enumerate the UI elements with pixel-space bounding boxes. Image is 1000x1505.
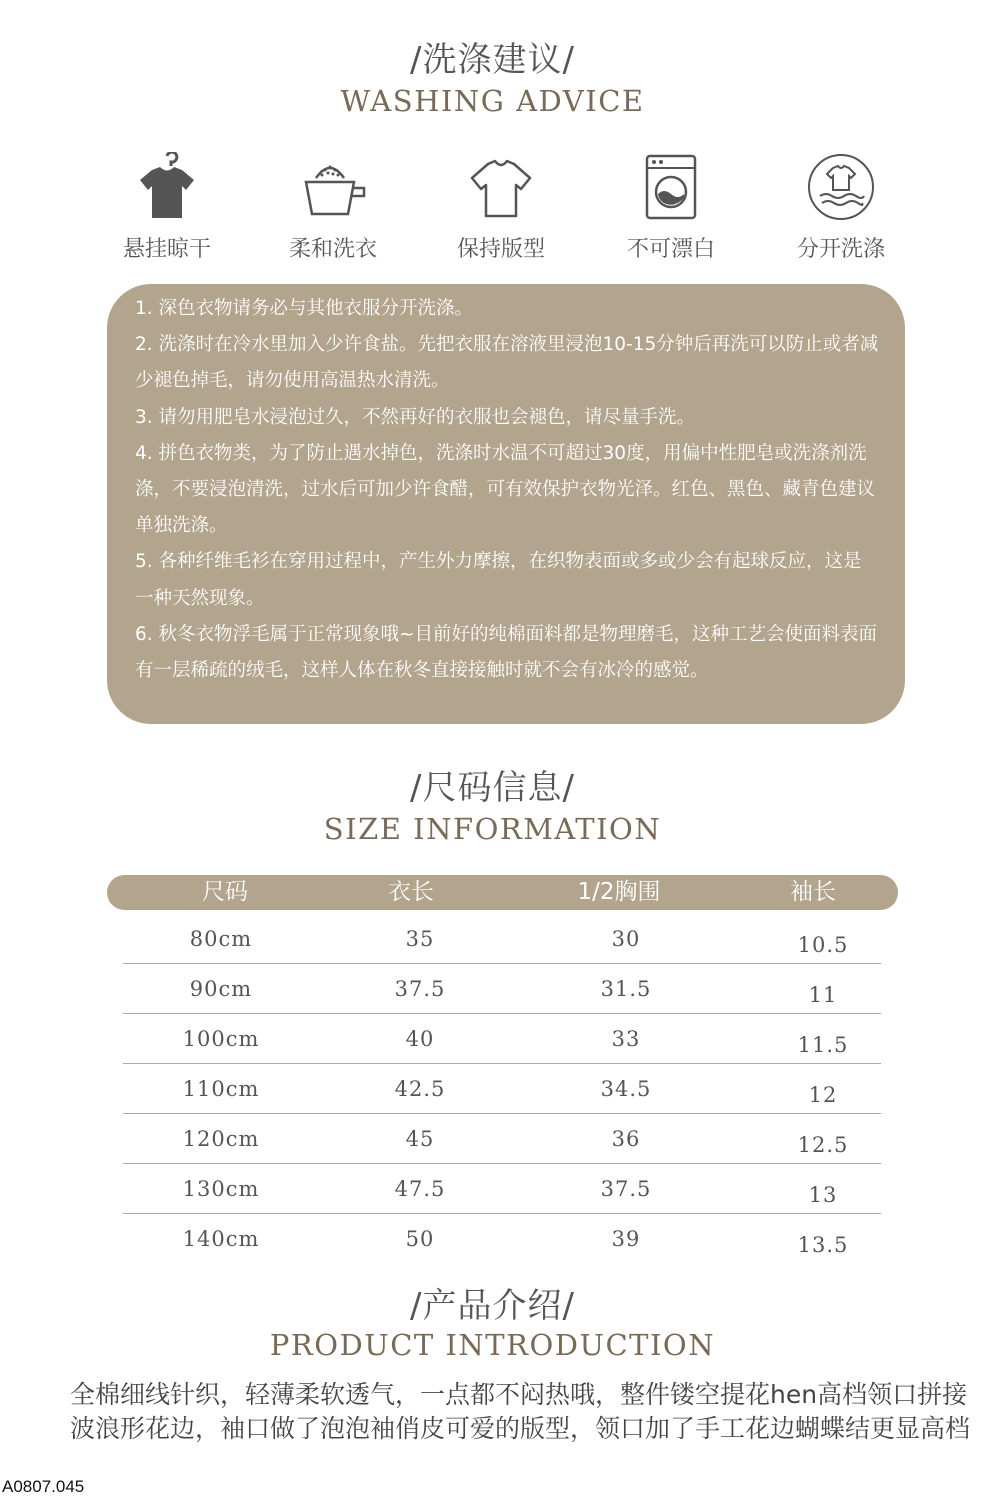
cell-size: 140cm [182, 1227, 260, 1251]
table-row [123, 1014, 881, 1064]
cell-sleeve: 11.5 [797, 1033, 849, 1057]
cell-half-chest: 34.5 [600, 1077, 652, 1101]
shirt-outline-icon [466, 152, 536, 222]
advice-item: 6. 秋冬衣物浮毛属于正常现象哦~目前好的纯棉面料都是物理磨毛，这种工艺会使面料表面有一层稀疏的绒毛，这样人体在秋冬直接接触时就不会有冰冷的感觉。 [135, 623, 878, 682]
care-item-keep-shape [416, 152, 586, 263]
cell-half-chest: 33 [611, 1027, 641, 1051]
care-item-gentle-wash [248, 152, 418, 263]
advice-item: 3. 请勿用肥皂水浸泡过久，不然再好的衣服也会褪色，请尽量手洗。 [135, 406, 696, 428]
table-row [123, 1114, 881, 1164]
care-item-separate-wash [756, 152, 926, 263]
advice-item: 5. 各种纤维毛衫在穿用过程中，产生外力摩擦，在织物表面或多或少会有起球反应，这是一种天然现象。 [135, 551, 862, 609]
product-title-cn: /产品介绍/ [410, 1286, 575, 1326]
cell-half-chest: 39 [611, 1227, 641, 1251]
advice-item: 2. 洗涤时在冷水里加入少许食盐。先把衣服在溶液里浸泡10-15分钟后再洗可以防止或者减少褪色掉毛，请勿使用高温热水清洗。 [135, 334, 879, 392]
table-row [123, 1164, 881, 1214]
size-title-cn: /尺码信息/ [410, 768, 575, 808]
cell-size: 120cm [182, 1127, 260, 1151]
cell-sleeve: 11 [808, 983, 838, 1007]
cell-half-chest: 31.5 [600, 977, 652, 1001]
washing-title-en: WASHING ADVICE [340, 84, 645, 118]
cell-sleeve: 13.5 [797, 1233, 849, 1257]
care-label: 悬挂晾干 [122, 237, 211, 262]
header-length: 衣长 [388, 879, 434, 905]
header-size: 尺码 [202, 879, 248, 905]
cell-length: 37.5 [394, 977, 446, 1001]
cell-size: 80cm [189, 927, 253, 951]
advice-item: 1. 深色衣物请务必与其他衣服分开洗涤。 [135, 298, 474, 319]
care-item-no-bleach [586, 152, 756, 263]
cell-half-chest: 36 [611, 1127, 641, 1151]
cell-sleeve: 10.5 [797, 933, 849, 957]
size-title-en: SIZE INFORMATION [323, 812, 662, 846]
hanging-shirt-icon [132, 152, 202, 222]
cell-half-chest: 37.5 [600, 1177, 652, 1201]
header-sleeve: 袖长 [790, 879, 836, 905]
care-label: 分开洗涤 [796, 237, 885, 262]
cell-length: 40 [405, 1027, 435, 1051]
cell-size: 130cm [182, 1177, 260, 1201]
table-row [123, 964, 881, 1014]
product-code: A0807.045 [2, 1477, 85, 1496]
cell-sleeve: 12 [808, 1083, 838, 1107]
cell-size: 100cm [182, 1027, 260, 1051]
gentle-wash-icon [298, 152, 368, 222]
cell-length: 50 [405, 1227, 435, 1251]
washing-title-cn: /洗涤建议/ [410, 40, 575, 80]
care-label: 柔和洗衣 [288, 237, 377, 262]
cell-sleeve: 12.5 [797, 1133, 849, 1157]
cell-size: 110cm [182, 1077, 260, 1101]
product-description: 全棉细线针织，轻薄柔软透气，一点都不闷热哦，整件镂空提花hen高档领口拼接波浪形花边，袖口做了泡泡袖俏皮可爱的版型，领口加了手工花边蝴蝶结更显高档 [70, 1380, 971, 1443]
cell-length: 47.5 [394, 1177, 446, 1201]
product-title-en: PRODUCT INTRODUCTION [269, 1328, 716, 1362]
cell-length: 45 [405, 1127, 435, 1151]
cell-length: 42.5 [394, 1077, 446, 1101]
table-row [123, 1064, 881, 1114]
care-label: 保持版型 [456, 237, 545, 262]
cell-length: 35 [405, 927, 435, 951]
table-row [123, 914, 881, 964]
separate-wash-icon [806, 152, 876, 222]
table-row [123, 1214, 881, 1264]
advice-item: 4. 拼色衣物类，为了防止遇水掉色，洗涤时水温不可超过30度，用偏中性肥皂或洗涤剂洗涤，不要浸泡清洗，过水后可加少许食醋，可有效保护衣物光泽。红色、黑色、藏青色建议单独洗涤。 [135, 442, 876, 537]
size-table-header [107, 875, 898, 910]
care-item-hang-dry [82, 152, 252, 263]
washing-advice-box [107, 284, 905, 724]
cell-size: 90cm [189, 977, 253, 1001]
care-label: 不可漂白 [626, 237, 715, 262]
cell-sleeve: 13 [808, 1183, 838, 1207]
cell-half-chest: 30 [611, 927, 641, 951]
header-half-chest: 1/2胸围 [577, 879, 661, 905]
washing-machine-icon [636, 152, 706, 222]
